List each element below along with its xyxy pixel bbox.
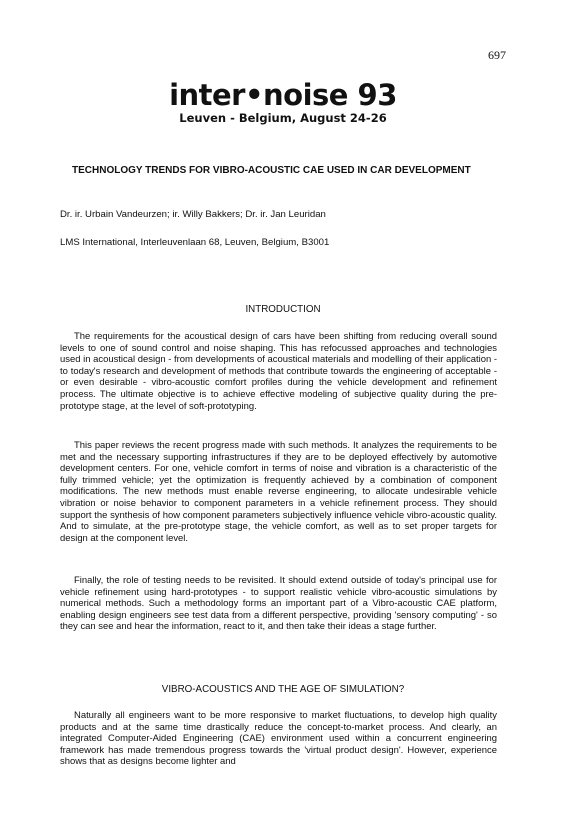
conference-location: Leuven - Belgium, August 24-26 xyxy=(179,111,387,125)
intro-paragraph-2: This paper reviews the recent progress made with such methods. It analyzes the requirements to be met and the necessary supporting infrastructures if they are to be deployed effectively by automotive development centers. For one, vehicle comfort in terms of noise and vibration is a characteristic of the fully trimmed vehicle; yet the optimization is frequently achieved by a combination of component modifications. The new methods must enable reverse engineering, to allocate undesirable vehicle vibration or noise behavior to component parameters in a vehicle refinement process. They should support the synthesis of how component parameters subjectively influence vehicle vibro-acoustic quality. And to simulate, at the pre-prototype stage, the vehicle comfort, as well as to set proper targets for design at the component level. xyxy=(60,440,497,544)
page-number: 697 xyxy=(488,48,506,62)
section-heading-introduction: INTRODUCTION xyxy=(245,304,321,315)
vibro-paragraph-1: Naturally all engineers want to be more responsive to market fluctuations, to develop high quality products and at the same time drastically reduce the concept-to-market process. And clearly, an integrated Computer-Aided Engineering (CAE) environment used within a concurrent engineering framework has made tremendous progress towards the 'virtual product design'. However, experience shows that as designs become lighter and xyxy=(60,710,497,768)
authors: Dr. ir. Urbain Vandeurzen; ir. Willy Bakkers; Dr. ir. Jan Leuridan xyxy=(60,209,326,220)
paper-title: TECHNOLOGY TRENDS FOR VIBRO-ACOUSTIC CAE USED IN CAR DEVELOPMENT xyxy=(72,165,471,176)
intro-paragraph-1: The requirements for the acoustical design of cars have been shifting from reducing overall sound levels to one of sound control and noise shaping. This has refocussed approaches and technologies used in acoustical design - from developments of acoustical materials and modelling of their application - to today's research and development of methods that contribute towards the engineering of acceptable - or even desirable - vibro-acoustic comfort profiles during the vehicle development and refinement process. The ultimate objective is to achieve effective modeling of subjective quality during the pre-prototype stage, at the level of soft-prototyping. xyxy=(60,331,497,412)
intro-paragraph-3: Finally, the role of testing needs to be revisited. It should extend outside of today's principal use for vehicle refinement using hard-prototypes - to support realistic vehicle vibro-acoustic simulations by numerical methods. Such a methodology forms an important part of a Vibro-acoustic CAE platform, enabling design engineers see test data from a different perspective, providing 'sensory computing' - so they can see and hear the information, react to it, and then take their ideas a stage further. xyxy=(60,575,497,633)
section-heading-vibro-acoustics: VIBRO-ACOUSTICS AND THE AGE OF SIMULATION? xyxy=(161,684,405,695)
affiliation: LMS International, Interleuvenlaan 68, Leuven, Belgium, B3001 xyxy=(60,237,330,248)
conference-logo: inter•noise 93 xyxy=(169,78,397,112)
